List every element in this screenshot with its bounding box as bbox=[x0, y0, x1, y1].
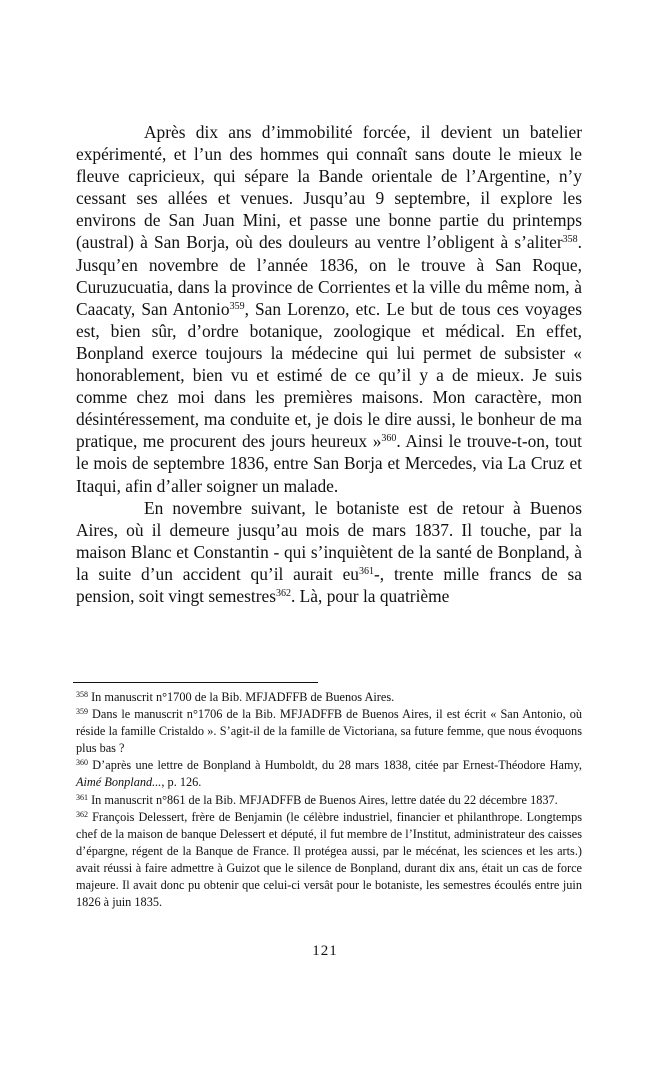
footnote-number: 360 bbox=[76, 758, 88, 768]
footnote-358 bbox=[76, 689, 582, 706]
footnotes bbox=[76, 689, 582, 911]
main-text bbox=[76, 121, 582, 607]
footnote-text: In manuscrit n°861 de la Bib. MFJADFFB de Buenos Aires, lettre datée du 22 décembre 1837. bbox=[88, 792, 558, 807]
text-run: . Ainsi le trouve-t-on, tout le mois de septembre 1836, entre San Borja et Mercedes, via La Cruz et Itaqui, afin d’aller soigner un malade. bbox=[76, 431, 582, 496]
footnote-number: 358 bbox=[76, 690, 88, 699]
footnote-362 bbox=[76, 809, 582, 912]
footnote-reference[interactable]: 358 bbox=[562, 234, 578, 246]
footnote-reference[interactable]: 361 bbox=[359, 565, 375, 577]
footnote-text: In manuscrit n°1700 de la Bib. MFJADFFB de Buenos Aires. bbox=[88, 690, 395, 704]
text-run: . Jusqu’en novembre de l’année 1836, on le trouve à San Roque, Curuzucuatia, dans la province de Corrientes et la ville du même nom, à Caacaty, San Antonio bbox=[76, 232, 582, 319]
paragraph bbox=[76, 497, 582, 607]
paragraph bbox=[76, 121, 582, 497]
footnote-text: , p. 126. bbox=[161, 775, 202, 790]
footnote-361 bbox=[76, 792, 582, 809]
footnote-text: François Delessert, frère de Benjamin (le célèbre industriel, financier et philanthrope. Longtemps chef de la maison de banque Delessert et député, il fut membre de l’Institut, administrateur des caisses d’épargne, régent de la Banque de France. Il protégea aussi, par le mécénat, les sciences et les arts.) avait réussi à faire admettre à Guizot que le silence de Bonpland, durant dix ans, était un cas de force majeure. Il avait donc pu obtenir que celui-ci versât pour le botaniste, les semestres écoulés entre juin 1826 à juin 1835. bbox=[76, 809, 582, 910]
text-run: En novembre suivant, le botaniste est de retour à Buenos Aires, où il demeure jusqu’au mois de mars 1837. Il touche, par la maison Blanc et Constantin - qui s’inquiètent de la santé de Bonpland, à la suite d’un accident qu’il aurait eu bbox=[76, 497, 582, 584]
book-title: Aimé Bonpland... bbox=[76, 775, 162, 790]
text-run: -, trente mille francs de sa pension, soit vingt semestres bbox=[76, 563, 582, 606]
footnote-reference[interactable]: 359 bbox=[229, 300, 245, 312]
footnote-360 bbox=[76, 757, 582, 791]
footnote-reference[interactable]: 362 bbox=[275, 587, 291, 599]
footnote-number: 361 bbox=[76, 792, 88, 802]
footnote-text: D’après une lettre de Bonpland à Humboldt, du 28 mars 1838, citée par Ernest-Théodore Hamy, bbox=[88, 758, 582, 773]
footnote-text: Dans le manuscrit n°1706 de la Bib. MFJADFFB de Buenos Aires, il est écrit « San Antonio, où réside la famille Cristaldo ». S’agit-il de la famille de Victoriana, sa future femme, que nous évoquons plus bas ? bbox=[76, 707, 582, 756]
footnote-number: 359 bbox=[76, 707, 88, 717]
footnote-separator bbox=[73, 682, 318, 683]
footnote-reference[interactable]: 360 bbox=[381, 433, 397, 445]
text-run: . Là, pour la quatrième bbox=[290, 585, 450, 606]
text-run: Après dix ans d’immobilité forcée, il devient un batelier expérimenté, et l’un des hommes qui connaît sans doute le mieux le fleuve capricieux, qui sépare la Bande orientale de l’Argentine, n’y cessant ses allées et venues. Jusqu’au 9 septembre, il explore les environs de San Juan Mini, et passe une bonne partie du printemps (austral) à San Borja, où des douleurs au ventre l’obligent à s’aliter bbox=[76, 122, 582, 253]
text-run: , San Lorenzo, etc. Le but de tous ces voyages est, bien sûr, d’ordre botanique, zoologique et médical. En effet, Bonpland exerce toujours la médecine qui lui permet de subsister « honorablement, bien vu et estimé de ce qu’il y a de mieux. Je suis comme chez moi dans les premières maisons. Mon caractère, mon désintéressement, ma conduite et, je dois le dire aussi, le bonheur de ma pratique, me procurent des jours heureux » bbox=[76, 298, 583, 452]
footnote-359 bbox=[76, 706, 582, 757]
page-number: 121 bbox=[312, 943, 338, 959]
footnote-number: 362 bbox=[76, 809, 88, 819]
